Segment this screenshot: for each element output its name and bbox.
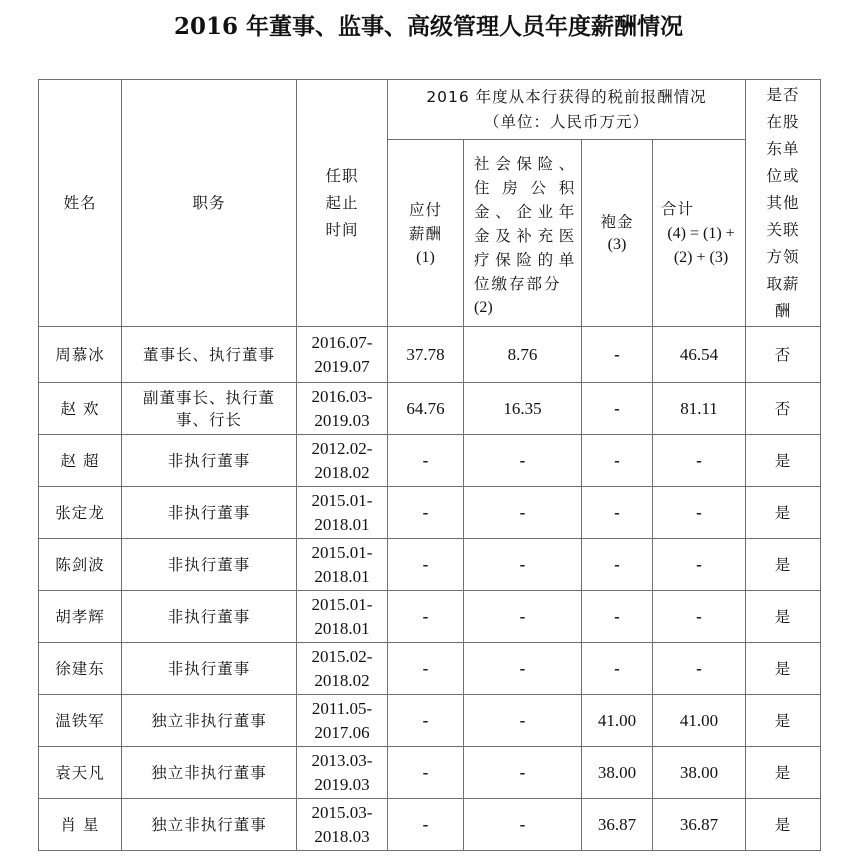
cell-related-party: 是	[746, 695, 821, 747]
table-row	[39, 435, 821, 487]
header-social-ref: (2)	[474, 298, 493, 316]
cell-name: 陈剑波	[39, 539, 122, 591]
cell-salary: -	[388, 539, 464, 591]
cell-allowance: -	[582, 591, 653, 643]
header-social-label: 社会保险、住房公积金、企业年金及补充医疗保险的单位缴存部分	[474, 154, 577, 293]
cell-name: 温铁军	[39, 695, 122, 747]
cell-position: 董事长、执行董事	[122, 327, 297, 383]
cell-salary: -	[388, 695, 464, 747]
cell-salary: 64.76	[388, 383, 464, 435]
cell-related-party: 是	[746, 487, 821, 539]
tenure-start: 2016.03-	[311, 386, 373, 406]
table-row	[39, 695, 821, 747]
tenure-start: 2015.01-	[311, 542, 373, 562]
header-name: 姓名	[39, 80, 122, 327]
cell-tenure	[297, 539, 388, 591]
cell-social: -	[464, 487, 582, 539]
tenure-end: 2019.03	[314, 774, 370, 794]
cell-position: 非执行董事	[122, 539, 297, 591]
header-salary	[388, 140, 464, 327]
cell-total: -	[653, 591, 746, 643]
compensation-table	[38, 79, 821, 851]
cell-allowance: -	[582, 327, 653, 383]
tenure-start: 2015.01-	[311, 490, 373, 510]
tenure-start: 2016.07-	[311, 332, 373, 352]
cell-salary: 37.78	[388, 327, 464, 383]
tenure-end: 2018.02	[314, 462, 370, 482]
cell-total: 38.00	[653, 747, 746, 799]
cell-total: -	[653, 435, 746, 487]
cell-social: -	[464, 435, 582, 487]
cell-position: 非执行董事	[122, 487, 297, 539]
header-compensation-title: 2016 年度从本行获得的税前报酬情况	[426, 87, 707, 106]
tenure-end: 2018.01	[314, 618, 370, 638]
tenure-end: 2017.06	[314, 722, 370, 742]
cell-name: 胡孝辉	[39, 591, 122, 643]
header-allowance	[582, 140, 653, 327]
table-row	[39, 539, 821, 591]
table-row	[39, 383, 821, 435]
cell-tenure	[297, 327, 388, 383]
header-total	[653, 140, 746, 327]
header-allowance-ref: (3)	[607, 235, 627, 253]
tenure-start: 2013.03-	[311, 750, 373, 770]
cell-social: 8.76	[464, 327, 582, 383]
tenure-end: 2018.02	[314, 670, 370, 690]
tenure-start: 2015.03-	[311, 802, 373, 822]
tenure-end: 2018.01	[314, 566, 370, 586]
cell-salary: -	[388, 643, 464, 695]
cell-allowance: 36.87	[582, 799, 653, 851]
tenure-start: 2015.01-	[311, 594, 373, 614]
header-salary-label: 应付薪酬	[408, 200, 442, 243]
cell-social: -	[464, 799, 582, 851]
cell-name: 赵 欢	[39, 383, 122, 435]
cell-social: -	[464, 539, 582, 591]
cell-name: 张定龙	[39, 487, 122, 539]
position-text: 副董事长、执行董事、行长	[142, 388, 275, 429]
header-social	[464, 140, 582, 327]
cell-total: 36.87	[653, 799, 746, 851]
cell-tenure	[297, 383, 388, 435]
tenure-start: 2011.05-	[311, 698, 373, 718]
header-compensation-group	[388, 80, 746, 140]
header-tenure-label: 任职起止时间	[325, 166, 359, 239]
cell-allowance: -	[582, 435, 653, 487]
cell-social: -	[464, 591, 582, 643]
cell-name: 肖 星	[39, 799, 122, 851]
cell-related-party: 是	[746, 435, 821, 487]
header-related-party-label: 是否在股东单位或其他关联方领取薪酬	[766, 85, 800, 320]
header-total-formula: (4) = (1) + (2) + (3)	[667, 225, 735, 266]
cell-position: 非执行董事	[122, 435, 297, 487]
cell-salary: -	[388, 487, 464, 539]
header-salary-ref: (1)	[416, 248, 435, 266]
cell-position: 非执行董事	[122, 591, 297, 643]
cell-total: -	[653, 487, 746, 539]
cell-position: 非执行董事	[122, 643, 297, 695]
header-row-1	[39, 80, 821, 140]
cell-position: 独立非执行董事	[122, 747, 297, 799]
cell-allowance: -	[582, 539, 653, 591]
cell-salary: -	[388, 591, 464, 643]
cell-position: 独立非执行董事	[122, 695, 297, 747]
cell-position: 独立非执行董事	[122, 799, 297, 851]
header-total-label: 合计	[661, 200, 695, 218]
cell-tenure	[297, 695, 388, 747]
cell-name: 徐建东	[39, 643, 122, 695]
header-position: 职务	[122, 80, 297, 327]
cell-tenure	[297, 487, 388, 539]
table-row	[39, 799, 821, 851]
cell-tenure	[297, 799, 388, 851]
table-row	[39, 327, 821, 383]
cell-related-party: 否	[746, 383, 821, 435]
header-allowance-label: 袍金	[600, 212, 634, 231]
cell-allowance: 38.00	[582, 747, 653, 799]
cell-name: 周慕冰	[39, 327, 122, 383]
table-row	[39, 591, 821, 643]
cell-total: 46.54	[653, 327, 746, 383]
cell-name: 赵 超	[39, 435, 122, 487]
cell-allowance: 41.00	[582, 695, 653, 747]
cell-related-party: 是	[746, 643, 821, 695]
cell-total: -	[653, 643, 746, 695]
table-row	[39, 643, 821, 695]
cell-related-party: 否	[746, 327, 821, 383]
tenure-end: 2019.03	[314, 410, 370, 430]
header-related-party	[746, 80, 821, 327]
page-title: 2016 年董事、监事、高级管理人员年度薪酬情况	[173, 13, 684, 40]
cell-tenure	[297, 747, 388, 799]
table-row	[39, 747, 821, 799]
cell-salary: -	[388, 799, 464, 851]
tenure-end: 2018.01	[314, 514, 370, 534]
tenure-end: 2019.07	[314, 356, 370, 376]
cell-allowance: -	[582, 643, 653, 695]
cell-related-party: 是	[746, 591, 821, 643]
cell-tenure	[297, 591, 388, 643]
cell-salary: -	[388, 747, 464, 799]
cell-social: -	[464, 695, 582, 747]
cell-social: -	[464, 643, 582, 695]
cell-salary: -	[388, 435, 464, 487]
cell-related-party: 是	[746, 539, 821, 591]
header-tenure	[297, 80, 388, 327]
tenure-start: 2015.02-	[311, 646, 373, 666]
cell-social: -	[464, 747, 582, 799]
cell-total: 81.11	[653, 383, 746, 435]
cell-related-party: 是	[746, 799, 821, 851]
cell-name: 袁天凡	[39, 747, 122, 799]
cell-allowance: -	[582, 383, 653, 435]
cell-tenure	[297, 435, 388, 487]
cell-total: -	[653, 539, 746, 591]
cell-tenure	[297, 643, 388, 695]
cell-position	[122, 383, 297, 435]
cell-related-party: 是	[746, 747, 821, 799]
cell-total: 41.00	[653, 695, 746, 747]
cell-allowance: -	[582, 487, 653, 539]
header-compensation-unit: （单位：人民币万元）	[483, 112, 649, 131]
cell-social: 16.35	[464, 383, 582, 435]
table-row	[39, 487, 821, 539]
tenure-end: 2018.03	[314, 826, 370, 846]
tenure-start: 2012.02-	[311, 438, 373, 458]
